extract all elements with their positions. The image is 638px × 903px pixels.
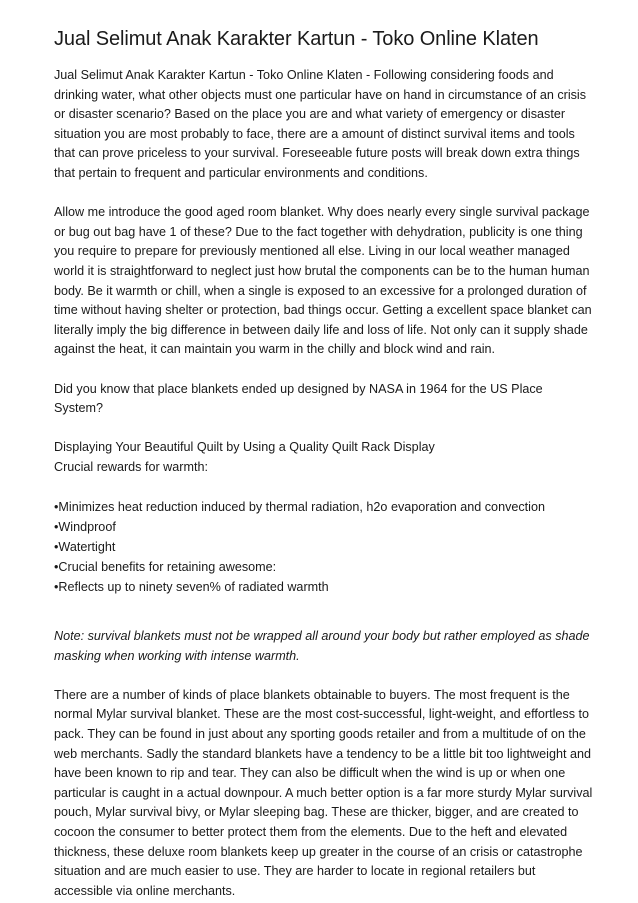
spacer [54, 360, 594, 380]
paragraph-blanket: Allow me introduce the good aged room blanket. Why does nearly every single survival package or bug out bag have 1 of these? Due to the fact together with dehydration, publicity is one thing you require to prepare for previously mentioned all else. Living in our local weather managed world it is straightforward to neglect just how brutal the components can be to the human human body. Be it warmth or chill, when a single is exposed to an excessive for a prolonged duration of time without having shelter or protection, bad things occur. Getting a excellent space blanket can literally imply the big difference in between daily life and loss of life. Not only can it supply shade against the heat, it can maintain you warm in the chilly and block wind and rain. [54, 205, 592, 357]
rewards-line: Crucial rewards for warmth: [54, 459, 208, 474]
spacer [54, 666, 594, 686]
paragraph-nasa: Did you know that place blankets ended up designed by NASA in 1964 for the US Place System? [54, 381, 543, 416]
spacer [54, 477, 594, 497]
list-item: • Crucial benefits for retaining awesome: [54, 557, 594, 577]
document-page [54, 26, 594, 901]
benefits-list [54, 497, 594, 597]
paragraph-types: There are a number of kinds of place blankets obtainable to buyers. The most frequent is the normal Mylar survival blanket. These are the most cost-successful, light-weight, and effortless to pack. They can be found in just about any sporting goods retailer and from a multitude of on the web merchants. Sadly the standard blankets have a tendency to be a little bit too lightweight and have been known to rip and tear. They can also be difficult when the wind is up or when one particular is caught in a actual downpour. A much better option is a far more sturdy Mylar survival pouch, Mylar survival bivy, or Mylar sleeping bag. These are thicker, bigger, and are created to cocoon the consumer to better protect them from the elements. Due to the heft and elevated thickness, these deluxe room blankets keep up greater in the course of an crisis or catastrophe situation and are much easier to use. They are harder to locate in regional retailers but accessible via online merchants. [54, 687, 593, 898]
spacer [54, 184, 594, 204]
spacer [54, 419, 594, 439]
list-item: • Watertight [54, 537, 594, 557]
paragraph-intro: Jual Selimut Anak Karakter Kartun - Toko Online Klaten - Following considering foods and drinking water, what other objects must one particular have on hand in circumstance of an crisis or disaster scenario? Based on the place you are and what variety of emergency or disaster situation you are most probably to face, there are a amount of distinct survival items and tools that can prove priceless to your survival. Foreseeable future posts will break down extra things that pertain to frequent and particular environments and conditions. [54, 68, 587, 180]
list-item: • Minimizes heat reduction induced by thermal radiation, h2o evaporation and convection [54, 497, 594, 517]
spacer [54, 597, 594, 627]
list-item: • Windproof [54, 517, 594, 537]
list-item: • Reflects up to ninety seven% of radiated warmth [54, 577, 594, 597]
note-paragraph: Note: survival blankets must not be wrapped all around your body but rather employed as shade masking when working with intense warmth. [54, 629, 590, 663]
display-line: Displaying Your Beautiful Quilt by Using a Quality Quilt Rack Display [54, 440, 435, 455]
page-title: Jual Selimut Anak Karakter Kartun - Toko Online Klaten [54, 28, 539, 50]
